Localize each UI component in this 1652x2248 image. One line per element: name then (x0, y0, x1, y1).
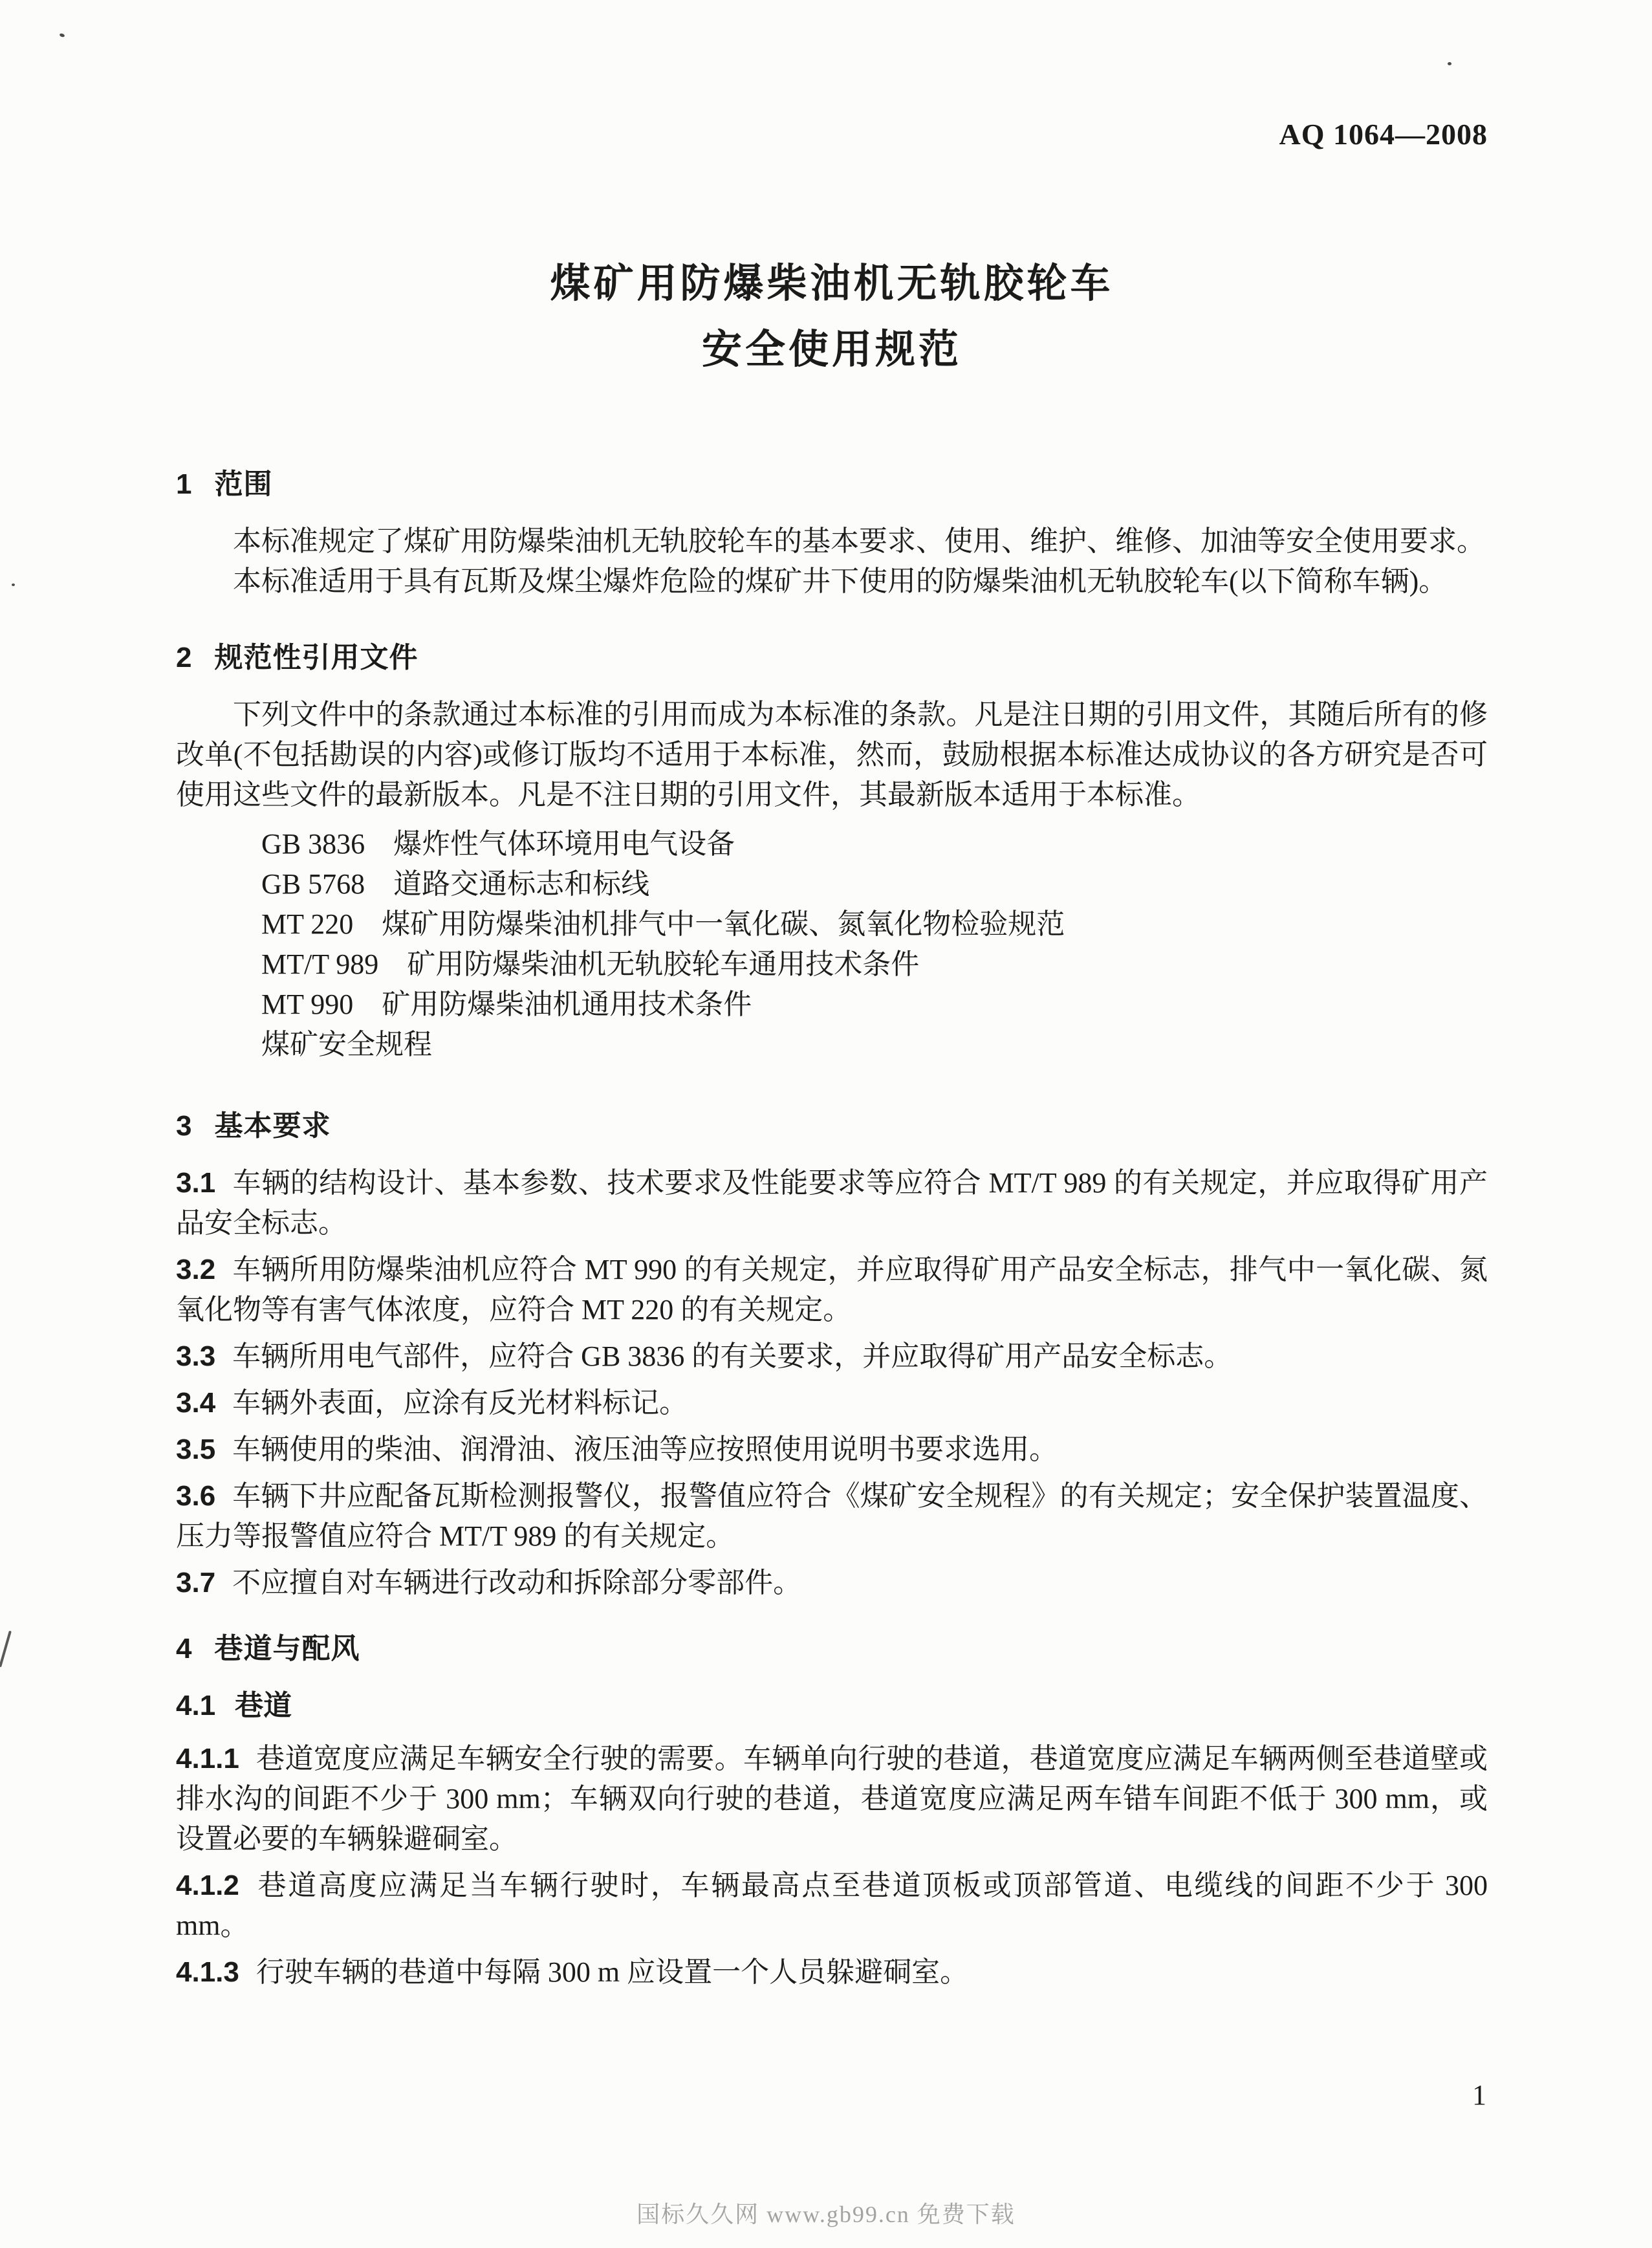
reference-list (176, 824, 1488, 1065)
document-title-line1: 煤矿用防爆柴油机无轨胶轮车 (550, 261, 1114, 306)
clause-text: 巷道宽度应满足车辆安全行驶的需要。车辆单向行驶的巷道，巷道宽度应满足车辆两侧至巷道壁或排水沟的间距不少于 300 mm；车辆双向行驶的巷道，巷道宽度应满足两车错车间距不低于 300 mm，或设置必要的车辆躲避硐室。 (176, 1743, 1488, 1855)
clause-number: 4.1.3 (176, 1956, 239, 1988)
section-number: 4 (176, 1633, 193, 1664)
reference-item: MT 990 矿用防爆柴油机通用技术条件 (261, 988, 752, 1020)
reference-item: MT/T 989 矿用防爆柴油机无轨胶轮车通用技术条件 (261, 948, 920, 980)
clause-text: 巷道高度应满足当车辆行驶时，车辆最高点至巷道顶板或顶部管道、电缆线的间距不少于 300 mm。 (176, 1870, 1488, 1941)
clause-number: 3.7 (176, 1567, 216, 1599)
scan-artifact (12, 584, 15, 586)
clause-text: 车辆外表面，应涂有反光材料标记。 (232, 1387, 688, 1419)
clause-number: 3.3 (176, 1340, 216, 1372)
scope-paragraph: 本标准规定了煤矿用防爆柴油机无轨胶轮车的基本要求、使用、维护、维修、加油等安全使用要求。 (233, 525, 1485, 557)
clause-number: 3.1 (176, 1167, 216, 1199)
clause-text: 车辆所用电气部件，应符合 GB 3836 的有关要求，并应取得矿用产品安全标志。 (232, 1340, 1233, 1372)
section-number: 1 (176, 468, 193, 500)
scan-artifact (59, 33, 65, 38)
clause-3-2 (176, 1250, 1488, 1330)
clause-4-1-2 (176, 1866, 1488, 1946)
scope-paragraph: 本标准适用于具有瓦斯及煤尘爆炸危险的煤矿井下使用的防爆柴油机无轨胶轮车(以下简称车辆)。 (233, 565, 1448, 597)
clause-number: 3.5 (176, 1434, 216, 1465)
clause-text: 车辆使用的柴油、润滑油、液压油等应按照使用说明书要求选用。 (232, 1434, 1058, 1465)
section-heading-scope (176, 464, 1488, 505)
section-label: 巷道与配风 (214, 1633, 360, 1664)
clause-list (176, 1739, 1488, 1992)
section-heading-roadway (176, 1629, 1488, 1669)
section-label: 基本要求 (214, 1110, 331, 1142)
subsection-label: 巷道 (235, 1690, 292, 1721)
clause-number: 3.6 (176, 1480, 216, 1512)
clause-number: 4.1.2 (176, 1870, 239, 1901)
page-content (176, 0, 1488, 1999)
clause-3-3 (176, 1337, 1488, 1377)
clause-text: 车辆的结构设计、基本参数、技术要求及性能要求等应符合 MT/T 989 的有关规定，并应取得矿用产品安全标志。 (176, 1167, 1488, 1239)
reference-item: 煤矿安全规程 (261, 1029, 432, 1060)
clause-3-1 (176, 1163, 1488, 1243)
watermark-text: 国标久久网 www.gb99.cn 免费下载 (636, 2201, 1016, 2227)
section-roadway-ventilation (176, 1629, 1488, 1992)
reference-item: GB 5768 道路交通标志和标线 (261, 868, 650, 900)
clause-3-7 (176, 1563, 1488, 1603)
clause-text: 行驶车辆的巷道中每隔 300 m 应设置一个人员躲避硐室。 (255, 1956, 969, 1988)
clause-text: 不应擅自对车辆进行改动和拆除部分零部件。 (232, 1567, 802, 1599)
clause-text: 车辆所用防爆柴油机应符合 MT 990 的有关规定，并应取得矿用产品安全标志，排气中一氧化碳、氮氧化物等有害气体浓度，应符合 MT 220 的有关规定。 (176, 1254, 1488, 1326)
section-normative-references (176, 638, 1488, 1065)
clause-text: 车辆下井应配备瓦斯检测报警仪，报警值应符合《煤矿安全规程》的有关规定；安全保护装置温度、压力等报警值应符合 MT/T 989 的有关规定。 (176, 1480, 1488, 1552)
clause-number: 4.1.1 (176, 1743, 239, 1774)
section-label: 范围 (214, 468, 273, 500)
section-number: 2 (176, 642, 193, 673)
reference-item: GB 3836 爆炸性气体环境用电气设备 (261, 828, 735, 860)
clause-number: 3.4 (176, 1387, 216, 1419)
page-number: 1 (1472, 2079, 1486, 2111)
subsection-heading-roadway (176, 1686, 1488, 1726)
section-heading-basic-requirements (176, 1106, 1488, 1146)
clause-4-1-3 (176, 1952, 1488, 1992)
references-intro-paragraph: 下列文件中的条款通过本标准的引用而成为本标准的条款。凡是注日期的引用文件，其随后所有的修改单(不包括勘误的内容)或修订版均不适用于本标准，然而，鼓励根据本标准达成协议的各方研究是否可使用这些文件的最新版本。凡是不注日期的引用文件，其最新版本适用于本标准。 (176, 699, 1488, 811)
clause-3-4 (176, 1383, 1488, 1423)
reference-item: MT 220 煤矿用防爆柴油机排气中一氧化碳、氮氧化物检验规范 (261, 908, 1065, 940)
clause-number: 3.2 (176, 1254, 216, 1285)
section-label: 规范性引用文件 (214, 642, 418, 673)
standard-number: AQ 1064—2008 (1279, 118, 1488, 151)
subsection-number: 4.1 (176, 1690, 216, 1721)
document-title (176, 251, 1488, 383)
scan-artifact (0, 1631, 12, 1668)
section-number: 3 (176, 1110, 193, 1142)
section-basic-requirements (176, 1106, 1488, 1603)
section-scope (176, 464, 1488, 602)
clause-3-6 (176, 1476, 1488, 1556)
clause-4-1-1 (176, 1739, 1488, 1859)
clause-3-5 (176, 1430, 1488, 1470)
section-heading-references (176, 638, 1488, 678)
clause-list (176, 1163, 1488, 1603)
document-title-line2: 安全使用规范 (701, 327, 962, 372)
